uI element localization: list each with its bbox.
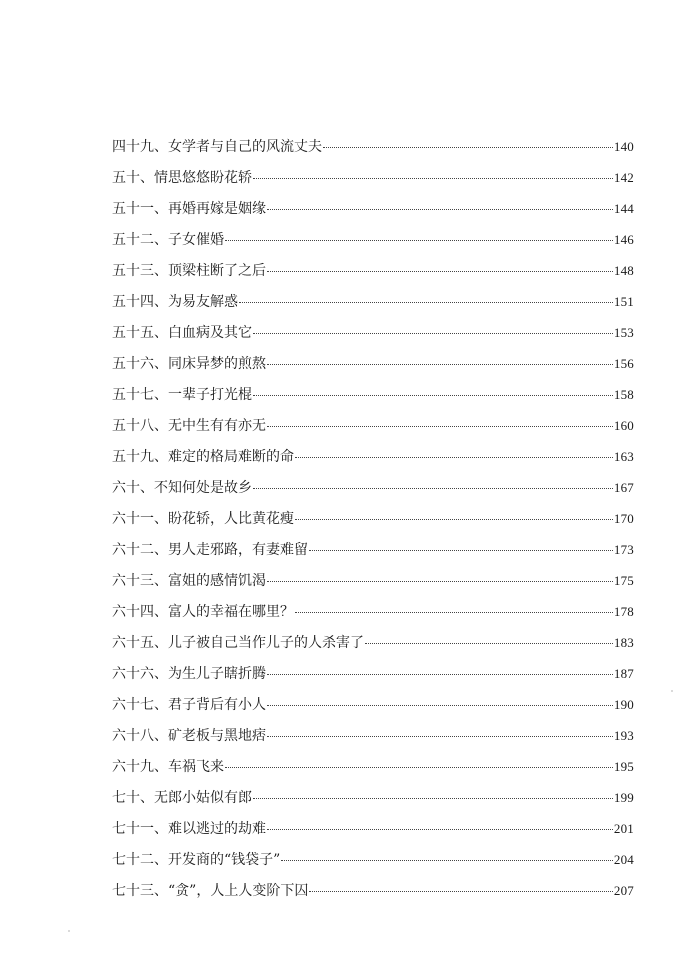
- toc-entry-page-number: 142: [613, 170, 634, 185]
- dot-leader: [365, 642, 613, 644]
- toc-entry-page-number: 173: [613, 542, 634, 557]
- toc-entry-title: 六十八、矿老板与黑地痞: [112, 728, 266, 744]
- toc-entry-title: 六十九、车祸飞来: [112, 759, 224, 775]
- dot-leader: [295, 456, 613, 458]
- dot-leader: [253, 394, 613, 396]
- toc-entry: [112, 658, 634, 689]
- dot-leader: [253, 332, 613, 334]
- toc-entry: [112, 224, 634, 255]
- toc-entry-title: 六十五、儿子被自己当作儿子的人杀害了: [112, 635, 364, 651]
- toc-entry-page-number: 178: [613, 604, 634, 619]
- toc-entry-title: 七十三、“贪”，人上人变阶下囚: [112, 883, 309, 899]
- toc-entry: [112, 410, 634, 441]
- toc-entry: [112, 751, 634, 782]
- toc-entry: [112, 534, 634, 565]
- toc-entry-title: 五十五、白血病及其它: [112, 325, 252, 341]
- toc-entry: [112, 627, 634, 658]
- toc-entry-page-number: 207: [613, 883, 634, 898]
- toc-entry: [112, 689, 634, 720]
- toc-entry-title: 五十八、无中生有有亦无: [112, 418, 266, 434]
- toc-entry: [112, 596, 634, 627]
- dot-leader: [267, 425, 613, 427]
- dot-leader: [239, 301, 613, 303]
- toc-entry: [112, 255, 634, 286]
- toc-entry: [112, 317, 634, 348]
- dot-leader: [253, 177, 613, 179]
- toc-entry-title: 六十、不知何处是故乡: [112, 480, 252, 496]
- toc-entry-title: 五十一、再婚再嫁是姻缘: [112, 201, 266, 217]
- toc-entry-page-number: 158: [613, 387, 634, 402]
- dot-leader: [267, 828, 613, 830]
- scan-speck: [68, 930, 70, 932]
- toc-entry-page-number: 201: [613, 821, 634, 836]
- toc-entry-title: 五十三、顶梁柱断了之后: [112, 263, 266, 279]
- toc-entry-page-number: 193: [613, 728, 634, 743]
- toc-entry-page-number: 156: [613, 356, 634, 371]
- toc-entry-title: 六十四、富人的幸福在哪里？: [112, 604, 294, 620]
- dot-leader: [309, 549, 613, 551]
- dot-leader: [309, 890, 613, 892]
- toc-entry: [112, 503, 634, 534]
- toc-entry-title: 六十二、男人走邪路，有妻难留: [112, 542, 308, 558]
- toc-entry-page-number: 140: [613, 139, 634, 154]
- toc-entry-page-number: 163: [613, 449, 634, 464]
- toc-entry-page-number: 146: [613, 232, 634, 247]
- toc-entry-title: 六十七、君子背后有小人: [112, 697, 266, 713]
- toc-entry: [112, 472, 634, 503]
- dot-leader: [295, 611, 613, 613]
- toc-entry-title: 七十、无郎小姑似有郎: [112, 790, 252, 806]
- toc-entry-page-number: 148: [613, 263, 634, 278]
- toc-entry: [112, 162, 634, 193]
- toc-entry-page-number: 204: [613, 852, 634, 867]
- dot-leader: [267, 580, 613, 582]
- toc-entry-page-number: 151: [613, 294, 634, 309]
- toc-entry: [112, 286, 634, 317]
- toc-entry-page-number: 183: [613, 635, 634, 650]
- toc-entry-page-number: 175: [613, 573, 634, 588]
- dot-leader: [267, 735, 613, 737]
- toc-entry-title: 六十六、为生儿子瞎折腾: [112, 666, 266, 682]
- dot-leader: [295, 518, 613, 520]
- dot-leader: [253, 797, 613, 799]
- scan-speck: [671, 690, 673, 692]
- dot-leader: [253, 487, 613, 489]
- toc-entry-page-number: 153: [613, 325, 634, 340]
- toc-entry: [112, 565, 634, 596]
- dot-leader: [267, 673, 613, 675]
- dot-leader: [267, 208, 613, 210]
- toc-entry: [112, 875, 634, 906]
- toc-entry: [112, 844, 634, 875]
- dot-leader: [267, 270, 613, 272]
- toc-entry-title: 七十一、难以逃过的劫难: [112, 821, 266, 837]
- toc-entry: [112, 379, 634, 410]
- toc-entry-title: 五十七、一辈子打光棍: [112, 387, 252, 403]
- toc-entry-title: 六十一、盼花轿，人比黄花瘦: [112, 511, 294, 527]
- toc-entry: [112, 441, 634, 472]
- dot-leader: [267, 363, 613, 365]
- toc-entry-page-number: 144: [613, 201, 634, 216]
- dot-leader: [267, 704, 613, 706]
- toc-entry-page-number: 199: [613, 790, 634, 805]
- toc-entry-title: 五十六、同床异梦的煎熬: [112, 356, 266, 372]
- toc-entry: [112, 813, 634, 844]
- toc-entry-page-number: 190: [613, 697, 634, 712]
- toc-entry: [112, 782, 634, 813]
- toc-entry-title: 五十四、为易友解惑: [112, 294, 238, 310]
- toc-entry-page-number: 170: [613, 511, 634, 526]
- toc-entry-title: 七十二、开发商的“钱袋子”: [112, 852, 281, 868]
- toc-entry-page-number: 187: [613, 666, 634, 681]
- toc-entry: [112, 131, 634, 162]
- toc-entry-page-number: 167: [613, 480, 634, 495]
- toc-entry-title: 五十九、难定的格局难断的命: [112, 449, 294, 465]
- dot-leader: [323, 146, 613, 148]
- dot-leader: [225, 766, 613, 768]
- toc-entry: [112, 720, 634, 751]
- toc-entry-title: 五十二、子女催婚: [112, 232, 224, 248]
- dot-leader: [281, 859, 613, 861]
- toc-entry-title: 四十九、女学者与自己的风流丈夫: [112, 139, 322, 155]
- table-of-contents: [112, 131, 634, 906]
- toc-entry-title: 六十三、富姐的感情饥渴: [112, 573, 266, 589]
- dot-leader: [225, 239, 613, 241]
- toc-entry: [112, 348, 634, 379]
- toc-entry-page-number: 195: [613, 759, 634, 774]
- toc-entry-page-number: 160: [613, 418, 634, 433]
- toc-entry: [112, 193, 634, 224]
- toc-entry-title: 五十、情思悠悠盼花轿: [112, 170, 252, 186]
